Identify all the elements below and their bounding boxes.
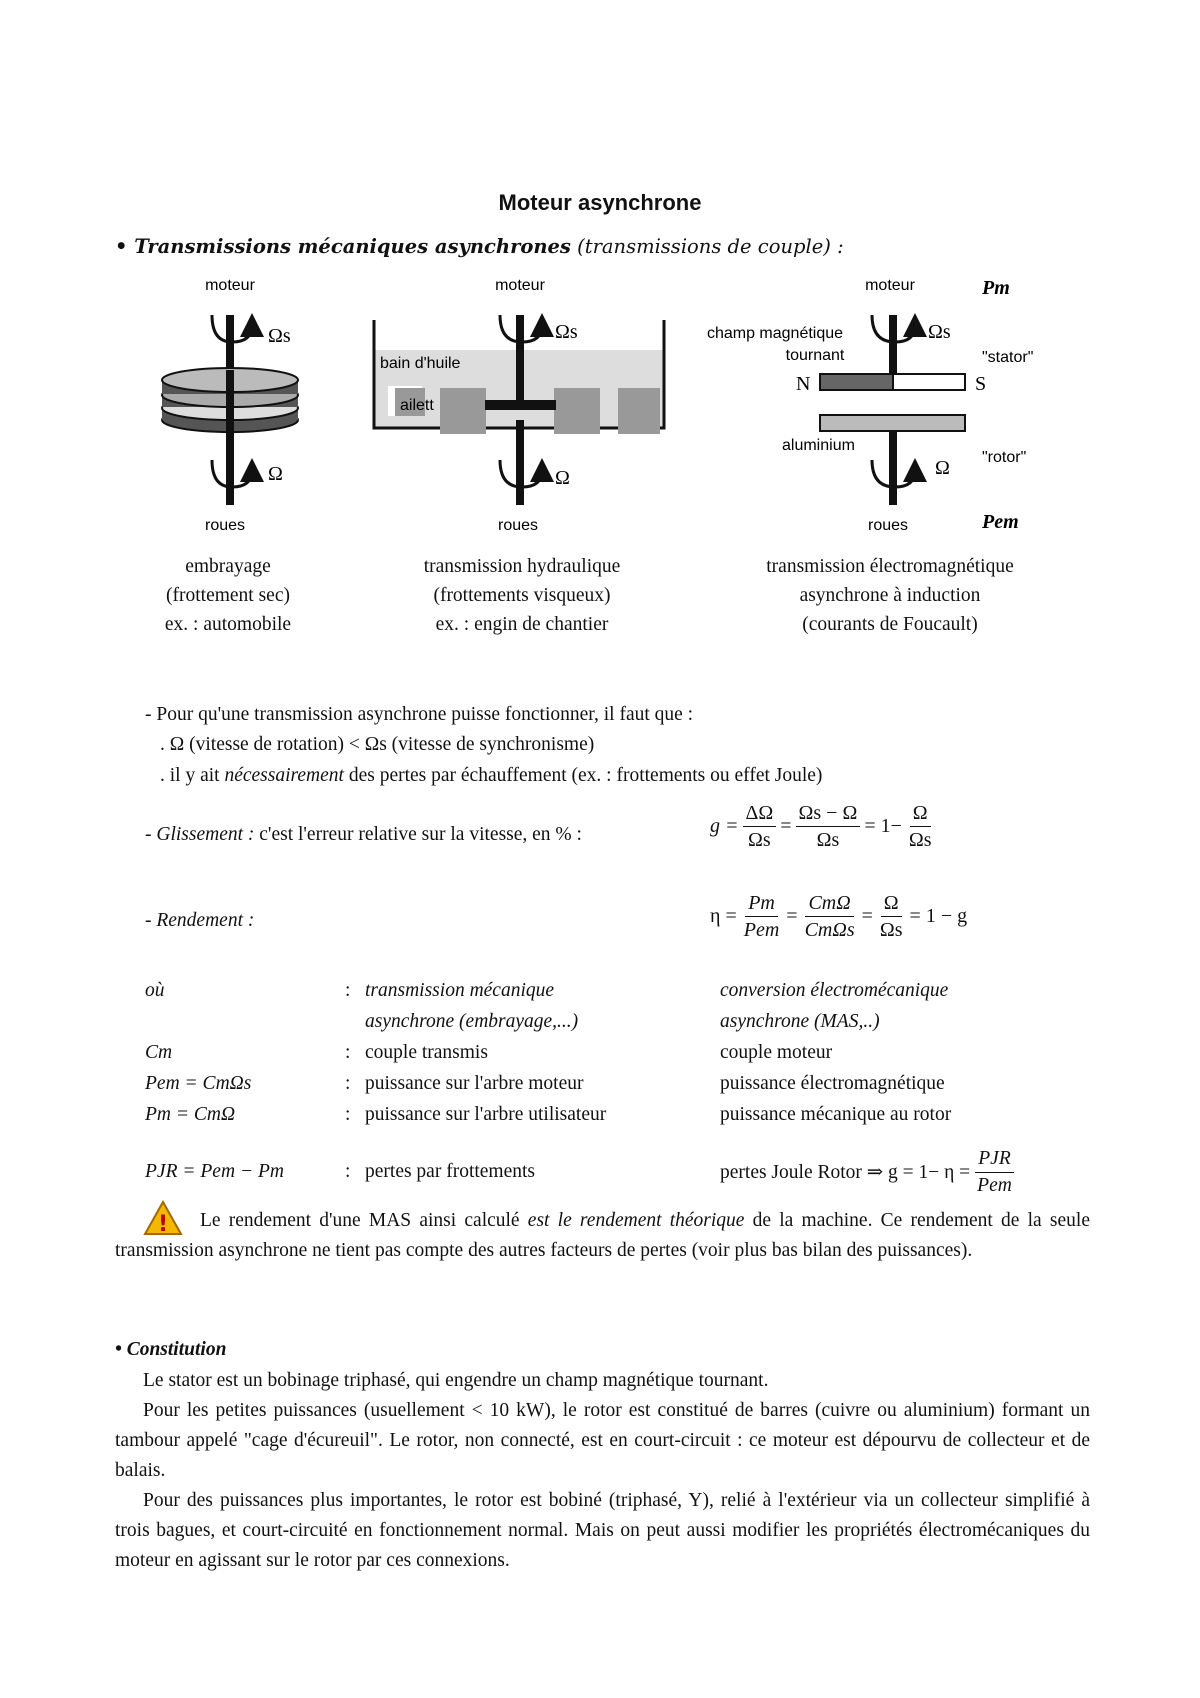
svg-text:!: !	[157, 1212, 169, 1236]
table-row: PJR = Pem − Pm : pertes par frottements pertes Joule Rotor ⇒ g = 1− η = $\frac{\text{PJR}}{\text{Pem}}$	[145, 1147, 1012, 1196]
caption-line: embrayage	[185, 556, 271, 577]
aluminium-disc	[820, 415, 965, 431]
constitution-p1: Le stator est un bobinage triphasé, qui engendre un champ magnétique tournant.	[143, 1370, 769, 1391]
slip-label: Glissement :	[156, 824, 255, 845]
field-label-2: tournant	[785, 347, 845, 364]
table-row: Pm = CmΩ : puissance sur l'arbre utilisateur puissance mécanique au rotor	[145, 1104, 952, 1125]
table-row: où : transmission mécanique conversion électromécanique	[145, 980, 949, 1001]
constitution-p3: Pour des puissances plus importantes, le rotor est bobiné (triphasé, Y), relié à l'extérieur via un collecteur simplifié à trois bagues, et court-circuité en fonctionnement normal. Mais on peut aussi modifier les propriétés électromécaniques du moteur en agissant sur le rotor par ces connexions.	[115, 1490, 1090, 1571]
clutch-omega: Ω	[268, 463, 283, 485]
magnet-south	[893, 374, 965, 390]
fin-4	[618, 388, 660, 434]
caption-line: (frottement sec)	[166, 585, 290, 606]
pem-label: Pem	[982, 511, 1019, 533]
caption-line: ex. : automobile	[164, 614, 292, 635]
em-omega-s: Ωs	[928, 321, 951, 343]
fin-2	[440, 388, 486, 434]
field-label-1: champ magnétique	[706, 325, 844, 342]
slip-definition: - Glissement : c'est l'erreur relative sur la vitesse, en % :	[145, 824, 582, 845]
hydraulic-motor-label: moteur	[495, 277, 545, 294]
em-wheels-label: roues	[867, 517, 909, 534]
hydraulic-omega-s: Ωs	[555, 321, 578, 343]
caption-line: (courants de Foucault)	[802, 614, 978, 635]
intro-rest: (transmissions de couple) :	[570, 235, 844, 258]
caption-hydraulic	[352, 552, 692, 639]
electromagnetic-diagram	[707, 277, 1033, 534]
hydraulic-diagram	[374, 277, 664, 534]
intro-line	[115, 232, 844, 262]
efficiency-label: - Rendement :	[145, 910, 255, 931]
caption-line: transmission électromagnétique	[766, 556, 1014, 577]
fin-3	[554, 388, 600, 434]
table-row: Pem = CmΩs : puissance sur l'arbre moteur puissance électromagnétique	[145, 1073, 945, 1094]
clutch-wheels-label: roues	[204, 517, 246, 534]
clutch-omega-s: Ωs	[268, 325, 291, 347]
magnet-north	[820, 374, 893, 390]
clutch-diagram	[162, 277, 298, 534]
symbols-table	[145, 980, 1105, 1201]
transmission-diagrams	[0, 270, 1200, 540]
slip-formula: g = $\frac{\Delta\Omega}{\Omega s}$ = $\frac{\Omega s - \Omega}{\Omega s}$ = 1− $\frac{\Omega}{\Omega s}$	[710, 802, 932, 851]
north-label: N	[796, 373, 811, 395]
caption-line: ex. : engin de chantier	[435, 614, 609, 635]
pm-label: Pm	[982, 277, 1010, 299]
hydraulic-wheels-label: roues	[497, 517, 539, 534]
caption-line: asynchrone à induction	[799, 585, 981, 606]
clutch-motor-label: moteur	[205, 277, 255, 294]
caption-electromagnetic	[720, 552, 1060, 639]
constitution-heading: • Constitution	[115, 1339, 227, 1360]
page-title: Moteur asynchrone	[498, 190, 702, 215]
condition-1: . Ω (vitesse de rotation) < Ωs (vitesse de synchronisme)	[160, 734, 595, 755]
intro-bullet: •	[115, 235, 135, 258]
condition-2: . il y ait nécessairement des pertes par échauffement (ex. : frottements ou effet Joule)	[160, 765, 823, 786]
aluminium-label: aluminium	[782, 437, 855, 454]
warning-paragraph: Le rendement d'une MAS ainsi calculé est le rendement théorique de la machine. Ce rendement de la seule transmission asynchrone ne tient pas compte des autres facteurs de pertes (voir plus bas bilan des puissances).	[115, 1210, 1090, 1261]
em-motor-label: moteur	[865, 277, 915, 294]
caption-line: transmission hydraulique	[423, 556, 621, 577]
table-row: Cm : couple transmis couple moteur	[145, 1042, 833, 1063]
conditions-intro: - Pour qu'une transmission asynchrone puisse fonctionner, il faut que :	[145, 704, 694, 725]
south-label: S	[975, 373, 987, 395]
caption-clutch	[58, 552, 398, 639]
intro-lead: Transmissions mécaniques asynchrones	[134, 235, 571, 258]
constitution-p2: Pour les petites puissances (usuellement < 10 kW), le rotor est constitué de barres (cuivre ou aluminium) formant un tambour appelé "cage d'écureuil". Le rotor, non connecté, est en court-circuit : ce moteur est dépourvu de collecteur et de balais.	[115, 1400, 1090, 1481]
rotor-label: "rotor"	[982, 449, 1027, 466]
em-omega: Ω	[935, 457, 950, 479]
oil-bath-label: bain d'huile	[380, 355, 461, 372]
efficiency-formula: η = $\frac{Pm}{\text{Pem}}$ = $\frac{\text{CmΩ}}{\text{CmΩs}}$ = $\frac{\Omega}{\Omega s}$ = 1 − g	[710, 892, 968, 941]
fin-label: ailett	[400, 397, 434, 414]
stator-label: "stator"	[982, 349, 1034, 366]
caption-line: (frottements visqueux)	[433, 585, 611, 606]
table-row: asynchrone (embrayage,...) asynchrone (MAS,..)	[365, 1011, 880, 1032]
hydraulic-omega: Ω	[555, 467, 570, 489]
